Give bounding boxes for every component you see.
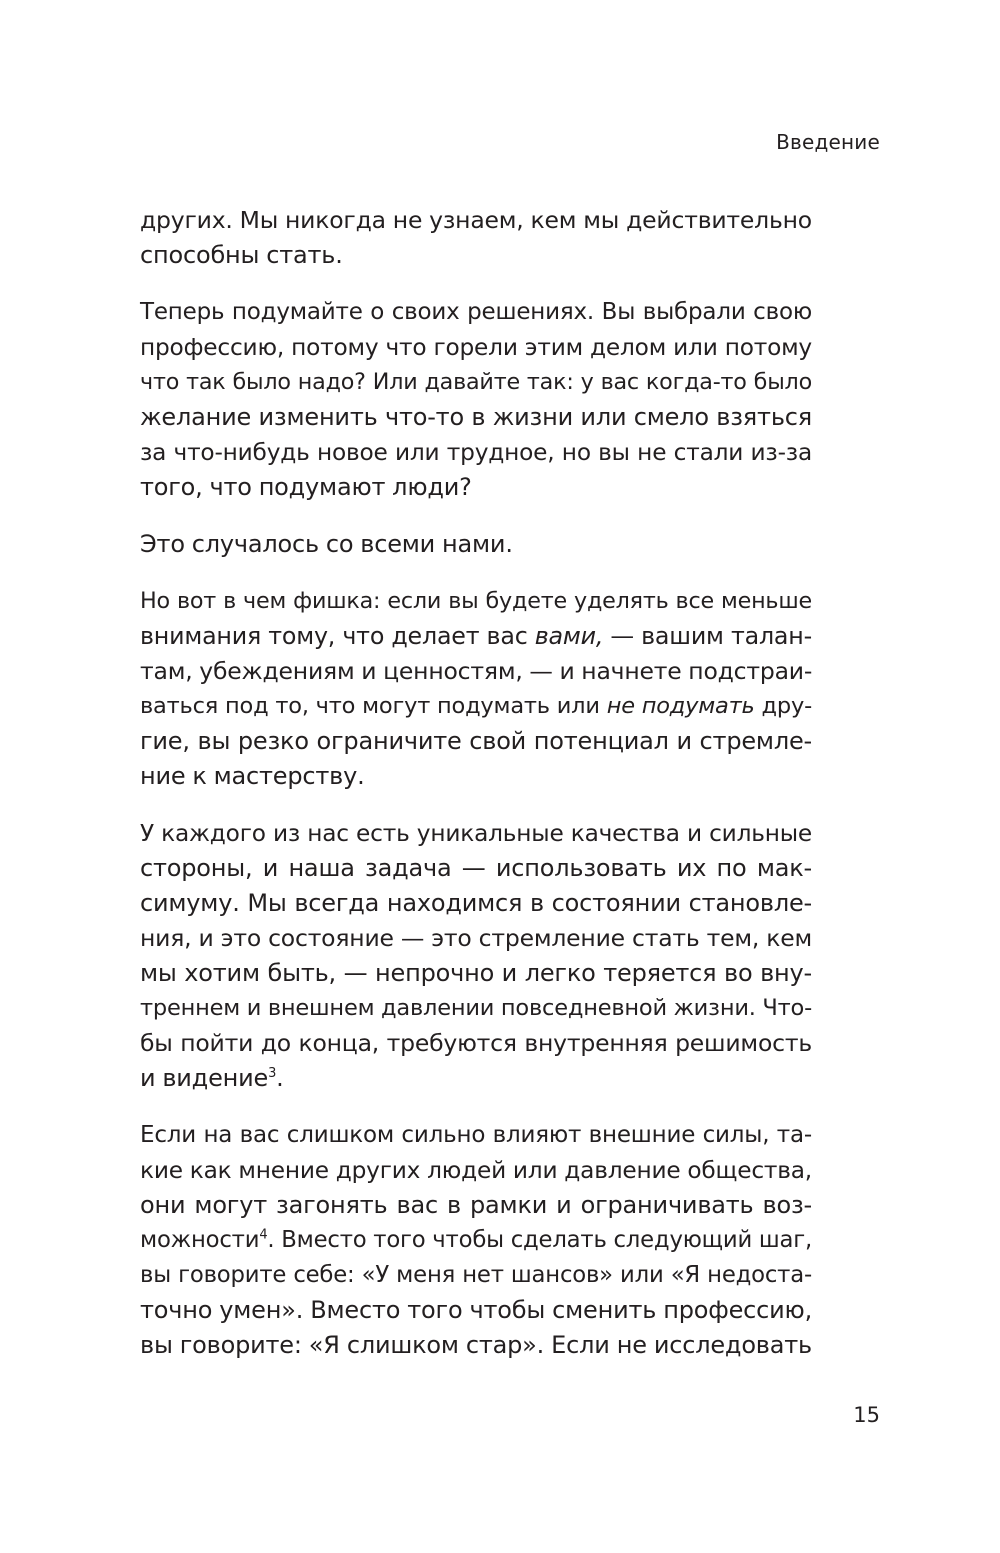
footnote-ref[interactable]: 4	[259, 1227, 268, 1243]
text-line: точно умен». Вместо того чтобы сменить профессию,	[140, 1296, 812, 1324]
text-line: способны стать.	[140, 241, 343, 269]
text-line: У каждого из нас есть уникальные качества и сильные	[140, 820, 812, 847]
paragraph-3	[140, 527, 812, 562]
text-segment: можности	[140, 1227, 260, 1253]
text-line: того, что подумают люди?	[140, 473, 472, 501]
paragraph-1	[140, 203, 812, 273]
text-line: кие как мнение других людей или давление общества,	[140, 1157, 812, 1184]
text-line	[140, 1223, 812, 1258]
text-line: они могут загонять вас в рамки и ограничивать воз-	[140, 1191, 812, 1219]
running-head: Введение	[776, 130, 880, 154]
text-line: Но вот в чем фишка: если вы будете уделять все меньше	[140, 588, 812, 614]
text-line: Теперь подумайте о своих решениях. Вы выбрали свою	[140, 299, 812, 325]
text-segment: .	[276, 1064, 284, 1092]
text-line: Это случалось со всеми нами.	[140, 530, 513, 558]
text-segment: дру-	[754, 693, 812, 719]
text-segment: ваться под то, что могут подумать или	[140, 693, 607, 719]
text-line: что так было надо? Или давайте так: у вас когда-то было	[140, 369, 812, 395]
paragraph-6	[140, 1118, 812, 1363]
text-segment: — вашим талан-	[603, 622, 812, 650]
text-line: мы хотим быть, — непрочно и легко теряется во вну-	[140, 959, 812, 987]
text-line: симуму. Мы всегда находимся в состоянии становле-	[140, 889, 812, 917]
footnote-ref[interactable]: 3	[268, 1066, 277, 1081]
paragraph-2	[140, 295, 812, 505]
text-line: профессию, потому что горели этим делом или потому	[140, 334, 812, 361]
paragraph-4	[140, 584, 812, 794]
text-line: вы говорите: «Я слишком стар». Если не исследовать	[140, 1331, 812, 1359]
page-number: 15	[853, 1403, 880, 1427]
text-line: других. Мы никогда не узнаем, кем мы действительно	[140, 206, 812, 234]
text-line: гие, вы резко ограничите свой потенциал и стремле-	[140, 727, 812, 755]
text-line: стороны, и наша задача — использовать их по мак-	[140, 854, 812, 882]
text-segment: внимания тому, что делает вас	[140, 622, 535, 650]
text-line: Если на вас слишком сильно влияют внешние силы, та-	[140, 1122, 812, 1148]
text-line: бы пойти до конца, требуются внутренняя решимость	[140, 1029, 812, 1057]
text-segment: . Вместо того чтобы сделать следующий шаг,	[267, 1227, 812, 1253]
text-line: желание изменить что-то в жизни или смело взяться	[140, 403, 812, 431]
text-line: за что-нибудь новое или трудное, но вы не стали из-за	[140, 439, 812, 466]
text-line	[140, 619, 812, 654]
body-text	[140, 203, 812, 1385]
text-segment: и видение	[140, 1064, 269, 1092]
text-line	[140, 1061, 812, 1096]
text-line: вы говорите себе: «У меня нет шансов» или «Я недоста-	[140, 1262, 812, 1288]
emphasis: вами,	[534, 622, 604, 650]
emphasis: не подумать	[606, 693, 755, 719]
text-line: там, убеждениям и ценностям, — и начнете подстраи-	[140, 657, 813, 685]
text-line	[140, 689, 812, 724]
text-line: ния, и это состояние — это стремление стать тем, кем	[140, 924, 812, 952]
text-line: треннем и внешнем давлении повседневной жизни. Что-	[140, 995, 812, 1021]
paragraph-5	[140, 816, 812, 1096]
text-line: ние к мастерству.	[140, 762, 365, 790]
